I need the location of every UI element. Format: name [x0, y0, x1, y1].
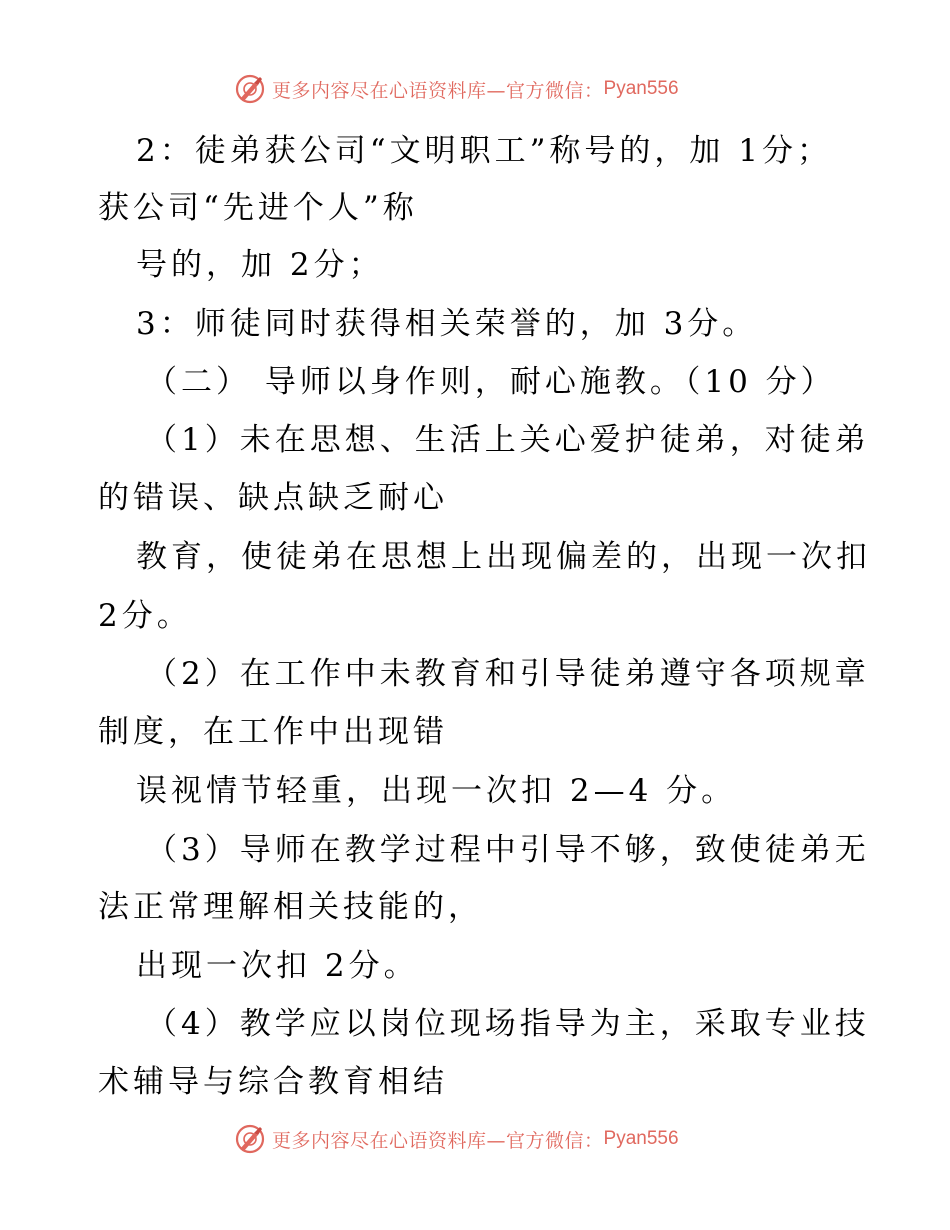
text-line: 制度，在工作中出现错: [98, 714, 448, 750]
text-line: （3）导师在教学过程中引导不够，致使徒弟无: [146, 832, 870, 868]
text-line: 术辅导与综合教育相结: [98, 1064, 448, 1100]
pen-logo-icon: [234, 1123, 266, 1155]
watermark-header: [234, 72, 679, 106]
text-line: 号的，加 2分；: [136, 247, 384, 283]
text-line: 出现一次扣 2分。: [136, 948, 419, 984]
watermark-text: 更多内容尽在心语资料库—官方微信：: [272, 79, 604, 102]
text-line: （1）未在思想、生活上关心爱护徒弟，对徒弟: [146, 422, 870, 458]
text-line: 3：师徒同时获得相关荣誉的，加 3分。: [136, 306, 758, 342]
text-line: （2）在工作中未教育和引导徒弟遵守各项规章: [146, 656, 870, 692]
watermark-text: 更多内容尽在心语资料库—官方微信：: [272, 1129, 604, 1152]
text-line: 法正常理解相关技能的，: [98, 889, 483, 925]
watermark-footer: [234, 1122, 679, 1156]
text-line: 2：徒弟获公司“文明职工”称号的，加 1分；: [136, 133, 832, 169]
text-line: 2分。: [98, 598, 192, 634]
watermark-handle: Pyan556: [603, 78, 679, 99]
watermark-handle: Pyan556: [603, 1128, 679, 1149]
pen-logo-icon: [234, 73, 266, 105]
text-line: （4）教学应以岗位现场指导为主，采取专业技: [146, 1006, 870, 1042]
text-line: 获公司“先进个人”称: [98, 190, 418, 226]
text-line: 的错误、缺点缺乏耐心: [98, 480, 448, 516]
text-line: 教育，使徒弟在思想上出现偏差的，出现一次扣: [136, 539, 871, 575]
text-line: 误视情节轻重，出现一次扣 2—4 分。: [136, 773, 737, 809]
text-line: （二） 导师以身作则，耐心施教。（10 分）: [146, 364, 836, 400]
